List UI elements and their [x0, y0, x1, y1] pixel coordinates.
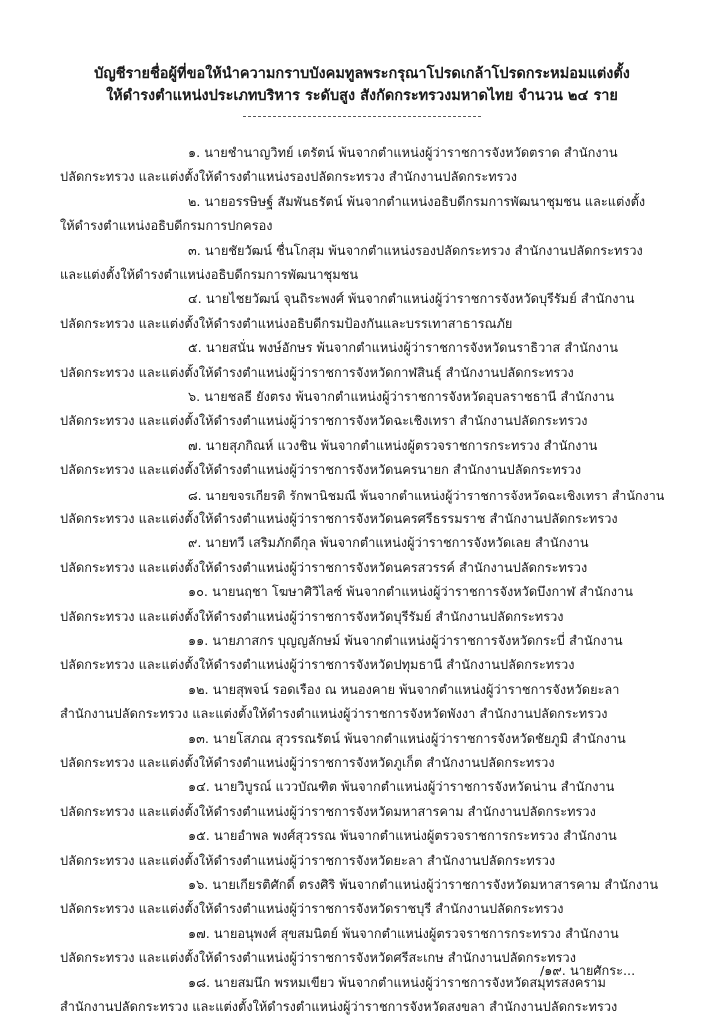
list-item-line-1: ๒. นายอรรษิษฐ์ สัมพันธรัตน์ พ้นจากตำแหน่งอธิบดีกรมการพัฒนาชุมชน และแต่งตั้ง	[188, 194, 646, 210]
continuation-note: /๑๙. นายศักระ...	[540, 964, 636, 979]
list-item-line-1: ๑๐. นายนฤชา โฆษาศิวิไลซ์ พ้นจากตำแหน่งผู้ว่าราชการจังหวัดบึงกาฬ สำนักงาน	[188, 585, 633, 601]
list-item-line-2: และแต่งตั้งให้ดำรงตำแหน่งอธิบดีกรมการพัฒนาชุมชน	[60, 268, 359, 283]
list-item-line-1: ๔. นายไชยวัฒน์ จุนถิระพงศ์ พ้นจากตำแหน่งผู้ว่าราชการจังหวัดบุรีรัมย์ สำนักงาน	[188, 292, 635, 308]
list-item-line-1: ๑๓. นายโสภณ สุวรรณรัตน์ พ้นจากตำแหน่งผู้ว่าราชการจังหวัดชัยภูมิ สำนักงาน	[188, 731, 626, 747]
list-item-line-1: ๑. นายชำนาญวิทย์ เตรัตน์ พ้นจากตำแหน่งผู้ว่าราชการจังหวัดตราด สำนักงาน	[188, 146, 618, 161]
list-item-line-2: ปลัดกระทรวง และแต่งตั้งให้ดำรงตำแหน่งผู้ว่าราชการจังหวัดกาฬสินธุ์ สำนักงานปลัดกระทรวง	[60, 365, 574, 381]
list-item-line-2: สำนักงานปลัดกระทรวง และแต่งตั้งให้ดำรงตำแหน่งผู้ว่าราชการจังหวัดพังงา สำนักงานปลัดกระทรวง	[60, 707, 608, 723]
document-title-line-1: บัญชีรายชื่อผู้ที่ขอให้นำความกราบบังคมทูลพระกรุณาโปรดเกล้าโปรดกระหม่อมแต่งตั้ง	[94, 66, 630, 82]
list-item-line-2: ปลัดกระทรวง และแต่งตั้งให้ดำรงตำแหน่งอธิบดีกรมป้องกันและบรรเทาสาธารณภัย	[60, 316, 513, 332]
list-item-line-2: ปลัดกระทรวง และแต่งตั้งให้ดำรงตำแหน่งผู้ว่าราชการจังหวัดศรีสะเกษ สำนักงานปลัดกระทรวง	[60, 951, 576, 967]
list-item-line-1: ๑๖. นายเกียรติศักดิ์ ตรงศิริ พ้นจากตำแหน่งผู้ว่าราชการจังหวัดมหาสารคาม สำนักงาน	[188, 878, 659, 893]
title-divider	[243, 116, 481, 117]
list-item-line-2: ปลัดกระทรวง และแต่งตั้งให้ดำรงตำแหน่งผู้ว่าราชการจังหวัดภูเก็ต สำนักงานปลัดกระทรวง	[60, 756, 555, 771]
list-item-line-1: ๑๗. นายอนุพงศ์ สุขสมนิตย์ พ้นจากตำแหน่งผู้ตรวจราชการกระทรวง สำนักงาน	[188, 926, 619, 942]
list-item-line-2: ปลัดกระทรวง และแต่งตั้งให้ดำรงตำแหน่งผู้ว่าราชการจังหวัดบุรีรัมย์ สำนักงานปลัดกระทรวง	[60, 609, 564, 625]
list-item-line-2: ปลัดกระทรวง และแต่งตั้งให้ดำรงตำแหน่งผู้ว่าราชการจังหวัดนครนายก สำนักงานปลัดกระทรวง	[60, 463, 582, 479]
list-item-line-2: ปลัดกระทรวง และแต่งตั้งให้ดำรงตำแหน่งผู้ว่าราชการจังหวัดราชบุรี สำนักงานปลัดกระทรวง	[60, 902, 564, 918]
list-item-line-2: ปลัดกระทรวง และแต่งตั้งให้ดำรงตำแหน่งผู้ว่าราชการจังหวัดปทุมธานี สำนักงานปลัดกระทรวง	[60, 658, 575, 674]
list-item-line-1: ๑๕. นายอำพล พงศ์สุวรรณ พ้นจากตำแหน่งผู้ตรวจราชการกระทรวง สำนักงาน	[188, 829, 617, 845]
list-item-line-1: ๕. นายสนั่น พงษ์อักษร พ้นจากตำแหน่งผู้ว่าราชการจังหวัดนราธิวาส สำนักงาน	[188, 341, 618, 357]
list-item-line-1: ๗. นายสุภกิณห์ แวงชิน พ้นจากตำแหน่งผู้ตรวจราชการกระทรวง สำนักงาน	[188, 438, 598, 454]
list-item-line-2: ปลัดกระทรวง และแต่งตั้งให้ดำรงตำแหน่งผู้ว่าราชการจังหวัดนครศรีธรรมราช สำนักงานปลัดกระทรวง	[60, 512, 618, 527]
list-item-line-2: สำนักงานปลัดกระทรวง และแต่งตั้งให้ดำรงตำแหน่งผู้ว่าราชการจังหวัดสงขลา สำนักงานปลัดกระทรวง	[60, 1000, 618, 1015]
list-item-line-2: ปลัดกระทรวง และแต่งตั้งให้ดำรงตำแหน่งรองปลัดกระทรวง สำนักงานปลัดกระทรวง	[60, 170, 517, 186]
list-item-line-1: ๖. นายชลธี ยังตรง พ้นจากตำแหน่งผู้ว่าราชการจังหวัดอุบลราชธานี สำนักงาน	[188, 390, 615, 405]
document-title-line-2: ให้ดำรงตำแหน่งประเภทบริหาร ระดับสูง สังกัดกระทรวงมหาดไทย จำนวน ๒๔ ราย	[106, 88, 618, 104]
list-item-line-1: ๓. นายชัยวัฒน์ ชื่นโกสุม พ้นจากตำแหน่งรองปลัดกระทรวง สำนักงานปลัดกระทรวง	[188, 243, 643, 259]
list-item-line-1: ๑๒. นายสุพจน์ รอดเรือง ณ หนองคาย พ้นจากตำแหน่งผู้ว่าราชการจังหวัดยะลา	[188, 682, 620, 698]
list-item-line-2: ปลัดกระทรวง และแต่งตั้งให้ดำรงตำแหน่งผู้ว่าราชการจังหวัดนครสวรรค์ สำนักงานปลัดกระทรวง	[60, 560, 588, 576]
list-item-line-1: ๘. นายขจรเกียรติ รักพานิชมณี พ้นจากตำแหน่งผู้ว่าราชการจังหวัดฉะเชิงเทรา สำนักงาน	[188, 487, 665, 503]
list-item-line-2: ปลัดกระทรวง และแต่งตั้งให้ดำรงตำแหน่งผู้ว่าราชการจังหวัดมหาสารคาม สำนักงานปลัดกระทรวง	[60, 804, 596, 820]
list-item-line-2: ปลัดกระทรวง และแต่งตั้งให้ดำรงตำแหน่งผู้ว่าราชการจังหวัดยะลา สำนักงานปลัดกระทรวง	[60, 853, 556, 869]
list-item-line-1: ๑๔. นายวิบูรณ์ แววบัณฑิต พ้นจากตำแหน่งผู้ว่าราชการจังหวัดน่าน สำนักงาน	[188, 780, 615, 796]
list-item-line-2: ให้ดำรงตำแหน่งอธิบดีกรมการปกครอง	[60, 219, 273, 235]
list-item-line-1: ๑๑. นายภาสกร บุญญลักษม์ พ้นจากตำแหน่งผู้ว่าราชการจังหวัดกระบี่ สำนักงาน	[188, 634, 623, 649]
list-item-line-2: ปลัดกระทรวง และแต่งตั้งให้ดำรงตำแหน่งผู้ว่าราชการจังหวัดฉะเชิงเทรา สำนักงานปลัดกระทรวง	[60, 414, 588, 430]
list-item-line-1: ๙. นายทวี เสริมภักดีกุล พ้นจากตำแหน่งผู้ว่าราชการจังหวัดเลย สำนักงาน	[188, 536, 589, 552]
list-item-line-1: ๑๘. นายสมนึก พรหมเขียว พ้นจากตำแหน่งผู้ว่าราชการจังหวัดสมุทรสงคราม	[188, 975, 606, 991]
